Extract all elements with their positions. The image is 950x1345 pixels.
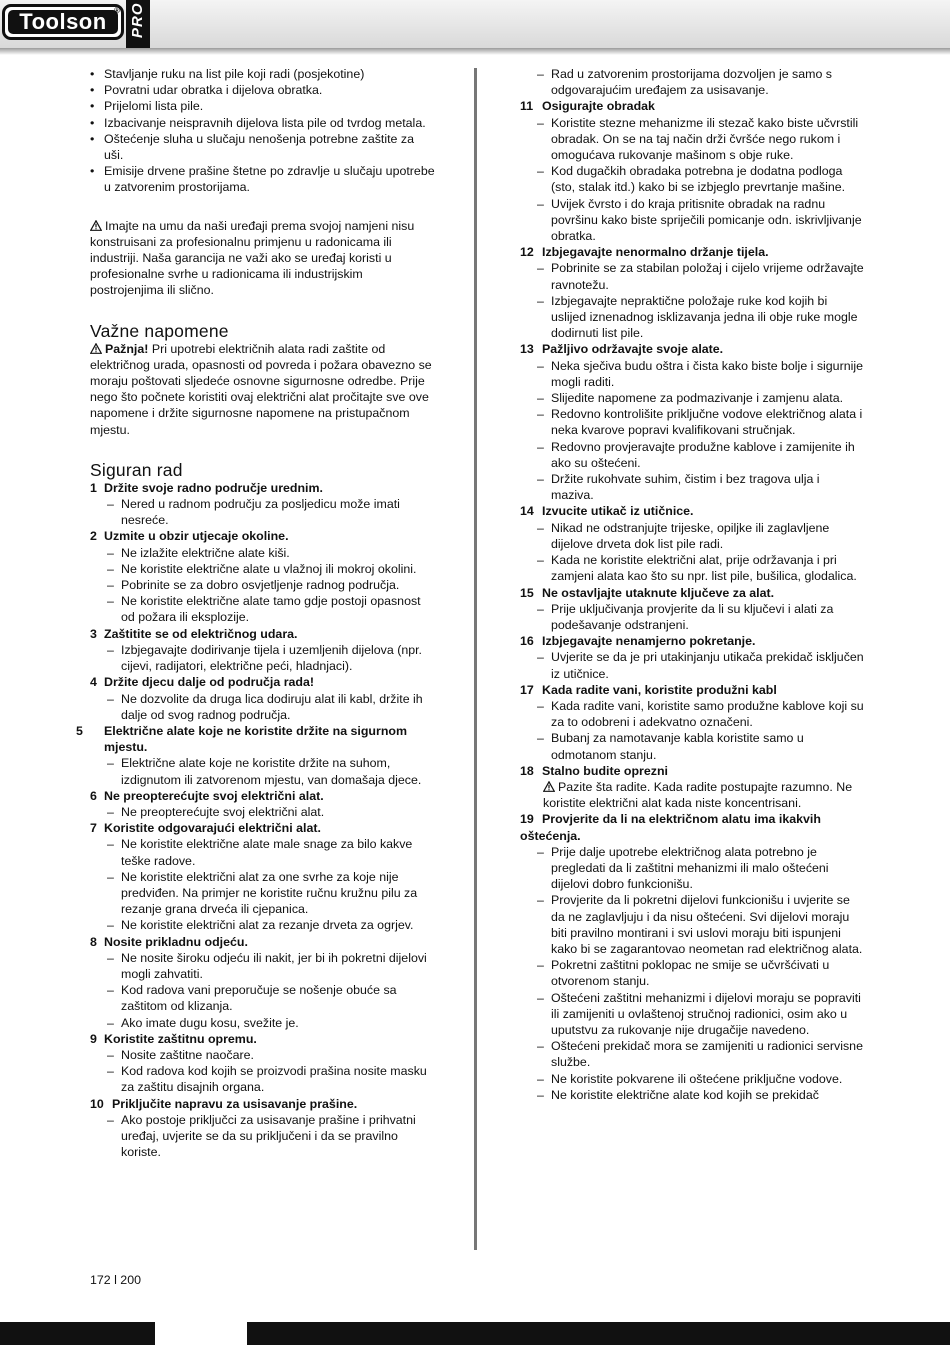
rule-title-text: Osigurajte obradak	[542, 99, 655, 114]
rule-title	[90, 674, 435, 690]
rule-title	[90, 1096, 435, 1112]
rule-title	[90, 820, 435, 836]
rule-detail: – Prije uključivanja provjerite da li su ključevi i alati za podešavanje odstranjeni.	[520, 601, 865, 633]
rule-detail: – Držite rukohvate suhim, čistim i bez tragova ulja i maziva.	[520, 471, 865, 503]
rule-title-text: Zaštitite se od električnog udara.	[104, 626, 298, 641]
rule-detail: – Pobrinite se za dobro osvjetljenje radnog područja.	[90, 577, 435, 593]
rule-detail: – Izbjegavajte dodirivanje tijela i uzemljenih dijelova (npr. cijevi, radijatori, električne peći, hladnjaci).	[90, 642, 435, 674]
rule-title-text: Ne ostavljajte utaknute ključeve za alat.	[542, 585, 775, 600]
rule-detail: – Kod dugačkih obradaka potrebna je dodatna podloga (sto, stalak itd.) kako bi se izbjeglo prevrtanje mašine.	[520, 163, 865, 195]
attention-label: Pažnja!	[105, 341, 149, 356]
rule-number: 10	[90, 1096, 104, 1111]
rule-detail: – Nered u radnom području za posljedicu može imati nesreće.	[90, 496, 435, 528]
footer-bar	[0, 1322, 950, 1345]
rule-detail: – Redovno provjeravajte produžne kablove i zamijenite ih ako su oštećeni.	[520, 439, 865, 471]
column-divider	[474, 68, 477, 1250]
rule-detail: – Kod radova vani preporučuje se nošenje obuće sa zaštitom od klizanja.	[90, 982, 435, 1014]
rule-detail: – Ne koristite električni alat za one svrhe za koje nije predviđen. Na primjer ne koristite ručnu kružnu pilu za rezanje grana drveća ili cjepanica.	[90, 869, 435, 918]
rule-number: 15	[520, 585, 534, 600]
rule-detail: – Bubanj za namotavanje kabla koristite samo u odmotanom stanju.	[520, 730, 865, 762]
rule-number: 17	[520, 682, 534, 697]
rule-title-text: Ne preopterećujte svoj električni alat.	[104, 788, 324, 803]
rule-number: 13	[520, 342, 534, 357]
rule-title	[90, 934, 435, 950]
rule-title	[520, 682, 865, 698]
rule-number: 7	[90, 821, 97, 836]
rule-detail: – Nikad ne odstranjujte trijeske, opiljke ili zaglavljene dijelove drveta dok list pile radi.	[520, 520, 865, 552]
rule-title-text: Držite djecu dalje od područja rada!	[104, 675, 314, 690]
hazard-item: • Stavljanje ruku na list pile koji radi (posjekotine)	[90, 66, 435, 82]
toolson-logo	[2, 4, 124, 40]
rule-number: 6	[90, 788, 97, 803]
rule-title	[520, 633, 865, 649]
rule-detail: – Provjerite da li pokretni dijelovi funkcionišu i uvjerite se da ne zaglavljuju i da nisu oštećeni. Svi dijelovi moraju biti pravilno montirani i svi uslovi moraju biti ispunjeni kako bi se zagarantovao neometan rad električnog alata.	[520, 892, 865, 957]
rule-detail: – Prije dalje upotrebe električnog alata potrebno je pregledati da li zaštitni mehanizmi ili malo oštećeni dijelovi dobro funkcionišu.	[520, 844, 865, 893]
notice-text: Imajte na umu da naši uređaji prema svojoj namjeni nisu konstruisani za profesionalnu primjenu u radonicama ili industriji. Naša garancija ne važi ako se uređaj koristi u profesionalne svrhe u radionicama ili industrijskim postrojenjima ili slično.	[90, 218, 415, 298]
rule-detail: – Pobrinite se za stabilan položaj i cijelo vrijeme održavajte ravnotežu.	[520, 260, 865, 292]
rule-title	[520, 98, 865, 114]
rule-detail: – Koristite stezne mehanizme ili stezač kako biste učvrstili obradak. On se na taj način drži čvršće nego rukom i omogućava rukovanje mašinom s obje ruke.	[520, 115, 865, 164]
rule-title	[520, 811, 865, 843]
hazard-item: • Izbacivanje neispravnih dijelova lista pile od tvrdog metala.	[90, 115, 435, 131]
attention-text: Pri upotrebi električnih alata radi zaštite od električnog urada, opasnosti od povreda i požara obavezno se moraju poštovati sljedeće osnovne sigurnosne odredbe. Prije nego što počnete koristiti ovaj električni alat pročitajte sve ove napomene i držite sigurnosne napomene na pristupačnom mjestu.	[90, 341, 432, 437]
rule-number: 3	[90, 626, 97, 641]
rule-number: 8	[90, 934, 97, 949]
rule-number: 5	[76, 723, 83, 738]
registered-mark: ®	[114, 6, 120, 15]
rule-title	[520, 341, 865, 357]
rule-detail: – Kada ne koristite električni alat, prije održavanja i pri zamjeni alata kao što su npr. list pile, bušilica, glodalica.	[520, 552, 865, 584]
pro-badge	[126, 0, 150, 48]
rule-title	[90, 1031, 435, 1047]
hazard-item: • Oštećenje sluha u slučaju nenošenja potrebne zaštite za uši.	[90, 131, 435, 163]
rule-number: 16	[520, 634, 534, 649]
rule-title-text: Izbjegavajte nenormalno držanje tijela.	[542, 245, 769, 260]
rule-title-text: Provjerite da li na električnom alatu ima ikakvih oštećenja.	[520, 812, 821, 843]
rule-title-text: Izvucite utikač iz utičnice.	[542, 504, 694, 519]
rule-detail: – Kod radova kod kojih se proizvodi prašina nosite masku za zaštitu disajnih organa.	[90, 1063, 435, 1095]
rule-detail: – Neka sječiva budu oštra i čista kako biste bolje i sigurnije mogli raditi.	[520, 358, 865, 390]
rule-detail: – Uvjerite se da je pri utakinjanju utikača prekidač isključen iz utičnice.	[520, 649, 865, 681]
rule-detail: – Oštećeni zaštitni mehanizmi i dijelovi moraju se popraviti ili zamijeniti u ovlaštenoj stručnoj radionici, osim ako u uputstvu za rukovanje nije drugačije navedeno.	[520, 990, 865, 1039]
hazard-item: • Prijelomi lista pile.	[90, 98, 435, 114]
rule-title	[90, 788, 435, 804]
hazard-item: • Povratni udar obratka i dijelova obratka.	[90, 82, 435, 98]
rule-number: 11	[520, 99, 534, 114]
rule-detail: – Rad u zatvorenim prostorijama dozvoljen je samo s odgovarajućim uređajem za usisavanje.	[520, 66, 865, 98]
rule-number: 19	[520, 812, 534, 827]
rule-title-text: Nosite prikladnu odjeću.	[104, 934, 248, 949]
page-number: 172 l 200	[90, 1273, 141, 1287]
heading-safe-work: Siguran rad	[90, 459, 183, 480]
rule-title-text: Kada radite vani, koristite produžni kabl	[542, 682, 777, 697]
warning-icon	[90, 220, 102, 231]
rule-title-text: Koristite zaštitnu opremu.	[104, 1031, 257, 1046]
heading-important-notes: Važne napomene	[90, 320, 229, 341]
header-shadow	[0, 48, 950, 55]
rule-detail: – Ako postoje priključci za usisavanje prašine i prihvatni uređaj, uvjerite se da su priključeni i da se pravilno koriste.	[90, 1112, 435, 1161]
rule-detail: – Ako imate dugu kosu, svežite je.	[90, 1015, 435, 1031]
rule-title	[90, 480, 435, 496]
rule-detail: – Uvijek čvrsto i do kraja pritisnite obradak na radnu površinu kako biste spriječili pomicanje odn. iskrivljivanje obratka.	[520, 196, 865, 245]
rule-title	[520, 763, 865, 779]
hazard-list	[90, 66, 435, 196]
rule-note-text: Pazite šta radite. Kada radite postupajte razumno. Ne koristite električni alat kada niste koncentrisani.	[543, 779, 853, 811]
rule-number: 1	[90, 480, 97, 495]
footer-bar-gap	[155, 1322, 247, 1345]
left-column	[76, 66, 435, 1160]
rule-title	[520, 503, 865, 519]
rule-detail: – Ne koristite električne alate tamo gdje postoji opasnost od požara ili eksplozije.	[90, 593, 435, 625]
rule-detail: – Slijedite napomene za podmazivanje i zamjenu alata.	[520, 390, 865, 406]
rule-number: 2	[90, 529, 97, 544]
rule-detail: – Oštećeni prekidač mora se zamijeniti u radionici servisne službe.	[520, 1038, 865, 1070]
rule-detail: – Ne koristite električne alate u vlažnoj ili mokroj okolini.	[90, 561, 435, 577]
rule-detail: – Nosite zaštitne naočare.	[90, 1047, 435, 1063]
rule-number: 18	[520, 763, 534, 778]
rule-title-text: Električne alate koje ne koristite držite na sigurnom mjestu.	[104, 723, 407, 755]
notice-paragraph	[90, 218, 435, 299]
rule-detail: – Redovno kontrolišite priključne vodove električnog alata i neka kvarove popravi kvalifikovani stručnjak.	[520, 406, 865, 438]
rule-number: 14	[520, 504, 534, 519]
rule-detail: – Električne alate koje ne koristite držite na suhom, izdignutom ili zatvorenom mjestu, van domašaja djece.	[90, 755, 435, 787]
rule-number: 9	[90, 1031, 97, 1046]
continued-rule	[520, 66, 865, 98]
rule-note	[520, 779, 865, 811]
rule-title-text: Držite svoje radno područje urednim.	[104, 480, 323, 495]
right-column	[520, 66, 865, 1103]
safety-rules-list-continued	[520, 98, 865, 1103]
rule-number: 4	[90, 675, 97, 690]
rule-title	[90, 626, 435, 642]
rule-title-text: Priključite napravu za usisavanje prašine.	[112, 1096, 358, 1111]
rule-detail: – Izbjegavajte nepraktične položaje ruke kod kojih bi uslijed iznenadnog isklizavanja jedna ili obje ruke mogle dodirnuti list pile.	[520, 293, 865, 342]
rule-title	[90, 528, 435, 544]
rule-title-text: Pažljivo održavajte svoje alate.	[542, 342, 724, 357]
rule-detail: – Pokretni zaštitni poklopac ne smije se učvršćivati u otvorenom stanju.	[520, 957, 865, 989]
rule-title	[520, 244, 865, 260]
warning-icon	[90, 343, 102, 354]
safety-rules-list	[76, 480, 435, 1161]
page-header	[0, 0, 950, 48]
rule-detail: – Kada radite vani, koristite samo produžne kablove koji su za to odobreni i adekvatno označeni.	[520, 698, 865, 730]
rule-detail: – Ne koristite električne alate male snage za bilo kakve teške radove.	[90, 836, 435, 868]
pro-badge-label: PRO	[129, 2, 146, 38]
rule-title-text: Stalno budite oprezni	[542, 763, 668, 778]
rule-title-text: Izbjegavajte nenamjerno pokretanje.	[542, 634, 756, 649]
rule-detail: – Ne koristite pokvarene ili oštećene priključne vodove.	[520, 1071, 865, 1087]
rule-title	[76, 723, 435, 755]
rule-title-text: Uzmite u obzir utjecaje okoline.	[104, 529, 289, 544]
rule-detail: – Ne koristite električne alate kod kojih se prekidač	[520, 1087, 865, 1103]
attention-paragraph	[90, 341, 435, 438]
rule-title-text: Koristite odgovarajući električni alat.	[104, 821, 321, 836]
rule-detail: – Ne koristite električni alat za rezanje drveta za ogrjev.	[90, 917, 435, 933]
rule-number: 12	[520, 245, 534, 260]
logo-wordmark: Toolson	[8, 10, 118, 34]
warning-icon	[543, 781, 555, 792]
rule-detail: – Ne preopterećujte svoj električni alat.	[90, 804, 435, 820]
rule-title	[520, 585, 865, 601]
hazard-item: • Emisije drvene prašine štetne po zdravlje u slučaju upotrebe u zatvorenim prostorijama.	[90, 163, 435, 195]
rule-detail: – Ne dozvolite da druga lica dodiruju alat ili kabl, držite ih dalje od svog radnog područja.	[90, 691, 435, 723]
rule-detail: – Ne nosite široku odjeću ili nakit, jer bi ih pokretni dijelovi mogli zahvatiti.	[90, 950, 435, 982]
rule-detail: – Ne izlažite električne alate kiši.	[90, 545, 435, 561]
